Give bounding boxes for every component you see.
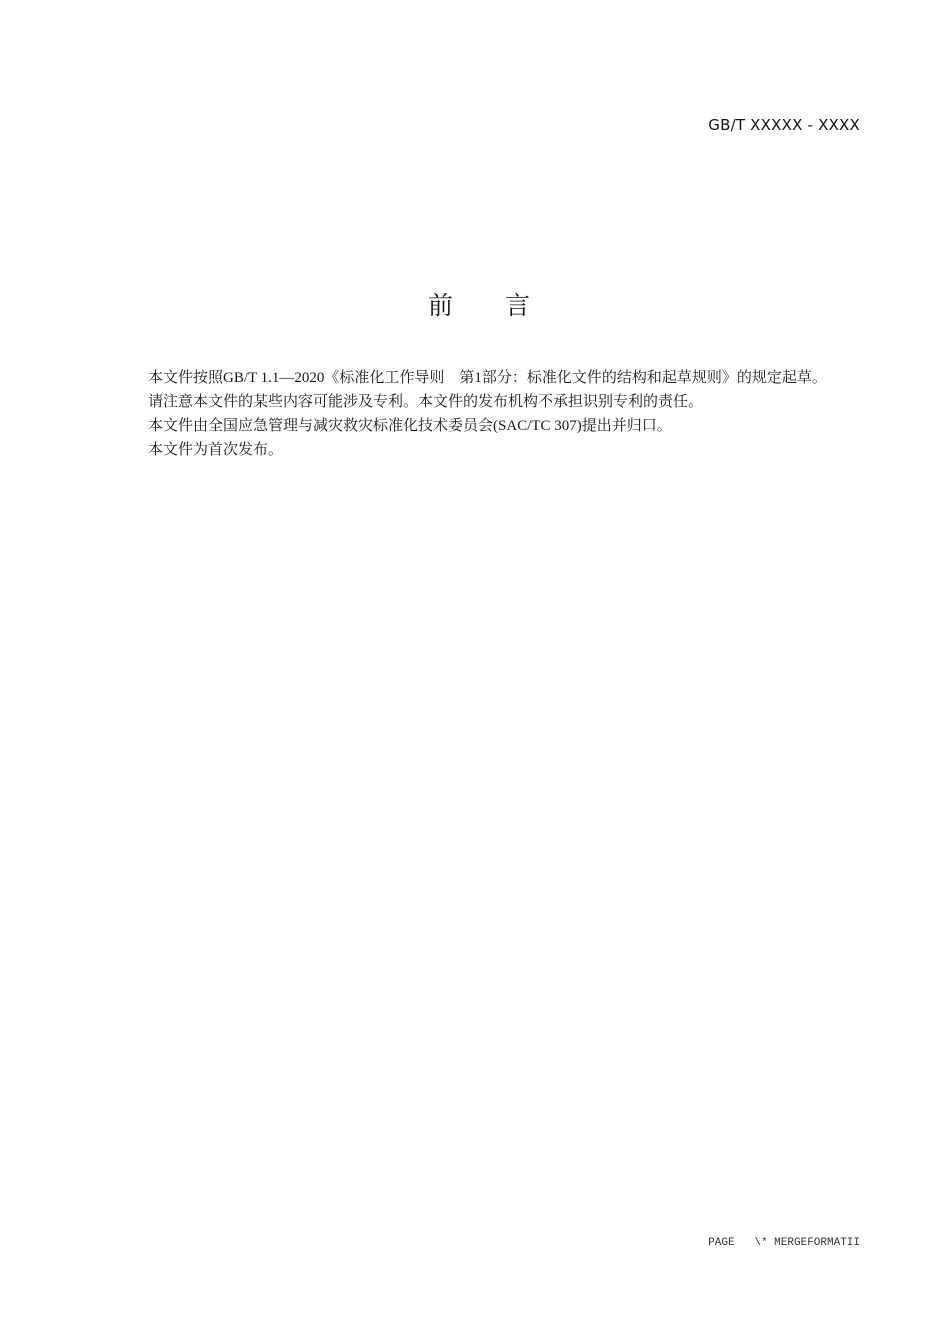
- paragraph-first-release: 本文件为首次发布。: [148, 442, 284, 458]
- paragraph-patent-notice: 请注意本文件的某些内容可能涉及专利。本文件的发布机构不承担识别专利的责任。: [148, 394, 704, 410]
- paragraph-proposer: 本文件由全国应急管理与减灾救灾标准化技术委员会(SAC/TC 307)提出并归口。: [148, 418, 672, 434]
- foreword-body: [115, 366, 860, 462]
- page-number-field: PAGE \* MERGEFORMATII: [708, 1237, 860, 1249]
- paragraph-drafting-rules: 本文件按照GB/T 1.1—2020《标准化工作导则 第1部分：标准化文件的结构和起草规则》的规定起草。: [148, 370, 827, 386]
- standard-code: GB/T XXXXX - XXXX: [708, 116, 860, 134]
- page-title: 前 言: [428, 291, 552, 320]
